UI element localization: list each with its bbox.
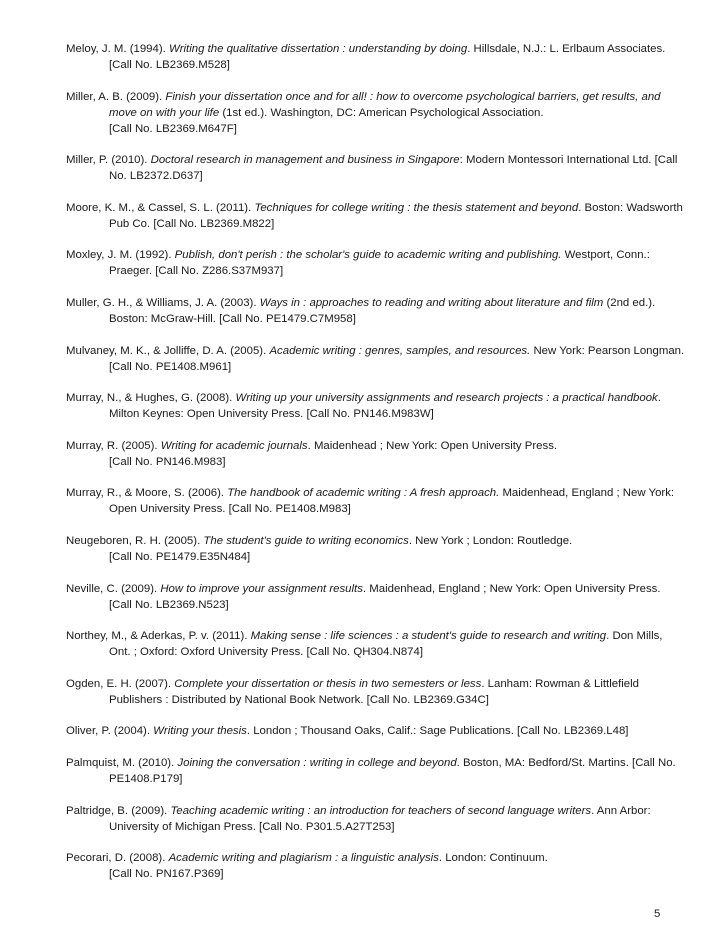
page-number: 5 (654, 908, 661, 920)
reference-entry (66, 247, 686, 279)
reference-author-year: Muller, G. H., & Williams, J. A. (2003). (66, 296, 260, 309)
reference-entry (66, 152, 686, 184)
reference-title: Writing the qualitative dissertation : understanding by doing (168, 43, 468, 55)
reference-entry (66, 755, 686, 787)
reference-author-year: Neugeboren, R. H. (2005). (66, 534, 204, 547)
reference-entry (66, 438, 686, 470)
reference-author-year: Mulvaney, M. K., & Jolliffe, D. A. (2005). (66, 344, 270, 357)
reference-title: Doctoral research in management and business in Singapore (150, 154, 460, 167)
reference-entry (66, 803, 686, 835)
reference-entry (66, 676, 686, 708)
reference-publisher: . Ann Arbor: University of Michigan Press. [Call No. P301.5.A27T253] (109, 804, 651, 833)
reference-author-year: Murray, N., & Hughes, G. (2008). (66, 392, 236, 405)
reference-author-year: Moxley, J. M. (1992). (66, 249, 175, 262)
reference-title: Finish your dissertation once and for all! : how to overcome psychological barriers, get results, and move on with your life (109, 90, 661, 119)
reference-author-year: Miller, A. B. (2009). (66, 90, 166, 103)
reference-publisher: . London: Continuum. (438, 852, 548, 865)
reference-title: Academic writing and plagiarism : a linguistic analysis (168, 852, 439, 865)
reference-author-year: Miller, P. (2010). (66, 154, 151, 167)
reference-author-year: Northey, M., & Aderkas, P. v. (2011). (66, 630, 251, 643)
reference-title: How to improve your assignment results (160, 582, 363, 595)
reference-call-number: [Call No. PN167.P369] (109, 868, 224, 881)
reference-publisher: . Don Mills, Ont. ; Oxford: Oxford University Press. [Call No. QH304.N874] (109, 630, 663, 659)
reference-publisher: Maidenhead, England ; New York: Open University Press. [Call No. PE1408.M983] (109, 487, 675, 516)
reference-title: Joining the conversation : writing in college and beyond (177, 756, 457, 769)
reference-entry (66, 41, 686, 73)
reference-author-year: Pecorari, D. (2008). (66, 852, 169, 865)
reference-entry (66, 200, 686, 232)
reference-entry (66, 723, 686, 739)
reference-publisher: (1st ed.). Washington, DC: American Psychological Association. (219, 106, 544, 119)
reference-author-year: Ogden, E. H. (2007). (66, 677, 175, 690)
reference-publisher: . Hillsdale, N.J.: L. Erlbaum Associates. [Call No. LB2369.M528] (109, 43, 666, 71)
reference-publisher: . Milton Keynes: Open University Press. [Call No. PN146.M983W] (109, 392, 661, 421)
reference-title: Techniques for college writing : the thesis statement and beyond (254, 201, 579, 214)
reference-entry (66, 628, 686, 660)
reference-title: Complete your dissertation or thesis in two semesters or less (174, 677, 482, 690)
reference-title: Teaching academic writing : an introduction for teachers of second language writers (170, 804, 592, 817)
reference-publisher: . Lanham: Rowman & Littlefield Publishers : Distributed by National Book Network. [Call No. LB2369.G34C] (109, 677, 639, 706)
reference-title: Publish, don't perish : the scholar's guide to academic writing and publishing. (174, 249, 562, 262)
reference-title: Academic writing : genres, samples, and resources. (269, 344, 531, 357)
reference-entry (66, 89, 686, 137)
reference-publisher: . Boston, MA: Bedford/St. Martins. [Call No. PE1408.P179] (109, 756, 676, 785)
reference-author-year: Oliver, P. (2004). (66, 725, 154, 738)
reference-author-year: Meloy, J. M. (1994). (66, 43, 169, 55)
reference-entry (66, 850, 686, 882)
reference-publisher: . New York ; London: Routledge. (408, 534, 573, 547)
reference-call-number: [Call No. LB2369.M647F] (109, 122, 237, 135)
reference-author-year: Murray, R. (2005). (66, 439, 161, 452)
reference-publisher: . Maidenhead ; New York: Open University Press. (307, 439, 558, 452)
reference-author-year: Paltridge, B. (2009). (66, 804, 171, 817)
reference-author-year: Murray, R., & Moore, S. (2006). (66, 487, 228, 500)
reference-title: Writing up your university assignments and research projects : a practical handbook (235, 392, 658, 405)
reference-publisher: New York: Pearson Longman. [Call No. PE1408.M961] (109, 344, 685, 373)
reference-entry (66, 390, 686, 422)
reference-author-year: Palmquist, M. (2010). (66, 756, 178, 769)
reference-publisher: . Boston: Wadsworth Pub Co. [Call No. LB2369.M822] (109, 201, 683, 230)
reference-entry (66, 343, 686, 375)
reference-author-year: Moore, K. M., & Cassel, S. L. (2011). (66, 201, 255, 214)
reference-title: Making sense : life sciences : a student's guide to research and writing (250, 630, 607, 643)
reference-entry (66, 581, 686, 613)
reference-publisher: Westport, Conn.: Praeger. [Call No. Z286.S37M937] (109, 249, 650, 278)
reference-title: Ways in : approaches to reading and writing about literature and film (259, 296, 604, 309)
reference-publisher: . Maidenhead, England ; New York: Open University Press. [Call No. LB2369.N523] (109, 582, 661, 611)
reference-entry (66, 485, 686, 517)
reference-author-year: Neville, C. (2009). (66, 582, 161, 595)
reference-title: Writing your thesis (153, 725, 247, 738)
reference-publisher: : Modern Montessori International Ltd. [Call No. LB2372.D637] (109, 154, 678, 183)
reference-list (66, 41, 686, 898)
reference-title: Writing for academic journals (160, 439, 308, 452)
reference-entry (66, 533, 686, 565)
reference-entry (66, 295, 686, 327)
reference-title: The student's guide to writing economics (203, 534, 409, 547)
reference-title: The handbook of academic writing : A fresh approach. (227, 487, 500, 500)
reference-publisher: (2nd ed.). Boston: McGraw-Hill. [Call No. PE1479.C7M958] (109, 296, 656, 325)
reference-call-number: [Call No. PE1479.E35N484] (109, 550, 251, 563)
reference-publisher: . London ; Thousand Oaks, Calif.: Sage Publications. [Call No. LB2369.L48] (246, 725, 629, 738)
reference-call-number: [Call No. PN146.M983] (109, 455, 226, 468)
